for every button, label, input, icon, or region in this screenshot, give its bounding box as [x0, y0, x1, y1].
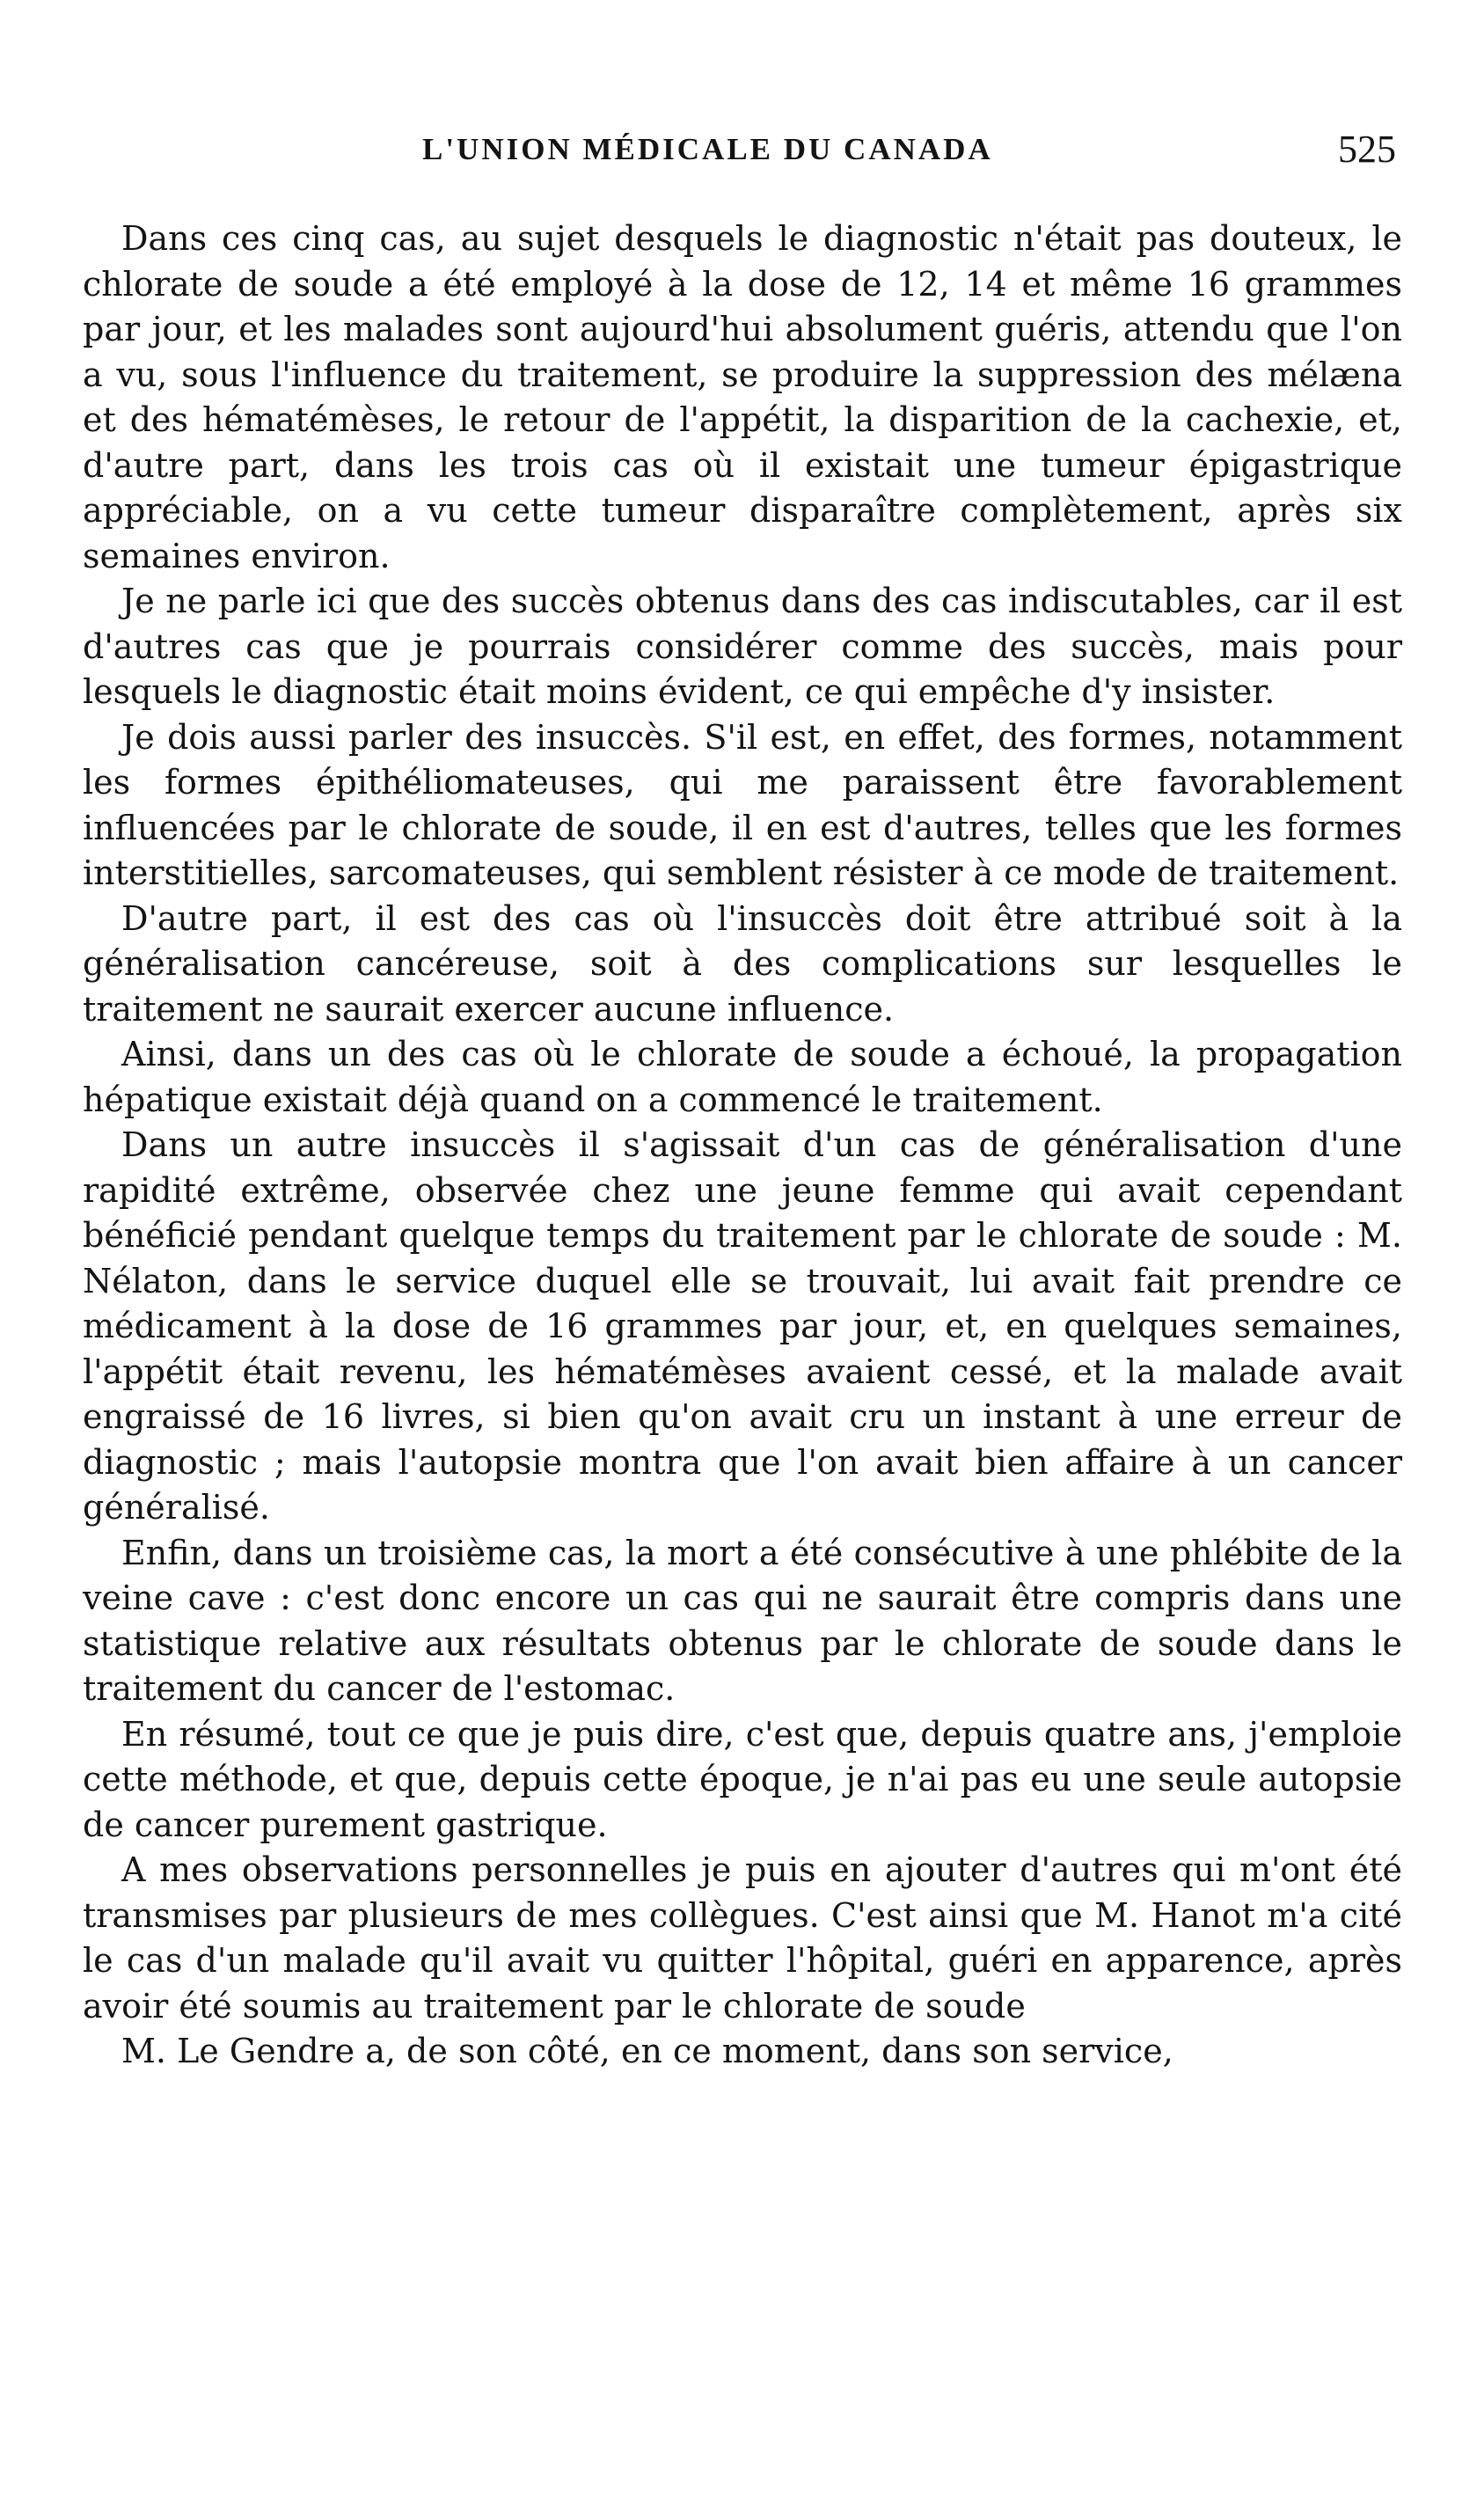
running-head: L'UNION MÉDICALE DU CANADA — [422, 132, 993, 166]
page-number: 525 — [1338, 128, 1396, 171]
paragraph: A mes observations personnelles je puis en ajouter d'autres qui m'ont été transmises par plusieurs de mes collègues. C'est ainsi que M. Hanot m'a cité le cas d'un malade qu'il avait vu quitter l'hôpital, guéri en apparence, après avoir été soumis au traitement par le chlorate de soude — [83, 1850, 1402, 2026]
paragraph: Je dois aussi parler des insuccès. S'il est, en effet, des formes, notamment les formes épithéliomateuses, qui me paraissent être favorablement influencées par le chlorate de soude, il en est d'autres, telles que les formes interstitielles, sarcomateuses, qui semblent résister à ce mode de traitement. — [83, 717, 1402, 892]
body-text — [83, 216, 1402, 2075]
paragraph: Enfin, dans un troisième cas, la mort a été consécutive à une phlébite de la veine cave : c'est donc encore un cas qui ne saurait être compris dans une statistique relative aux résultats obtenus par le chlorate de soude dans le traitement du cancer de l'estomac. — [83, 1533, 1402, 1708]
paragraph: D'autre part, il est des cas où l'insuccès doit être attribué soit à la généralisation cancéreuse, soit à des complications sur lesquelles le traitement ne saurait exercer aucune influence. — [83, 898, 1402, 1029]
paragraph: Dans ces cinq cas, au sujet desquels le diagnostic n'était pas douteux, le chlorate de soude a été employé à la dose de 12, 14 et même 16 grammes par jour, et les malades sont aujourd'hui absolument guéris, attendu que l'on a vu, sous l'influence du traitement, se produire la suppression des mélæna et des hématémèses, le retour de l'appétit, la disparition de la cachexie, et, d'autre part, dans les trois cas où il existait une tumeur épigastrique appréciable, on a vu cette tumeur disparaître complètement, après six semaines environ. — [83, 219, 1402, 575]
paragraph: Je ne parle ici que des succès obtenus dans des cas indiscutables, car il est d'autres cas que je pourrais considérer comme des succès, mais pour lesquels le diagnostic était moins évident, ce qui empêche d'y insister. — [83, 582, 1402, 711]
paragraph: M. Le Gendre a, de son côté, en ce moment, dans son service, — [121, 2032, 1173, 2070]
paragraph: Dans un autre insuccès il s'agissait d'un cas de généralisation d'une rapidité extrême, observée chez une jeune femme qui avait cependant bénéficié pendant quelque temps du traitement par le chlorate de soude : M. Nélaton, dans le service duquel elle se trouvait, lui avait fait prendre ce médicament à la dose de 16 grammes par jour, et, en quelques semaines, l'appétit était revenu, les hématémèses avaient cessé, et la malade avait engraissé de 16 livres, si bien qu'on avait cru un instant à une erreur de diagnostic ; mais l'autopsie montra que l'on avait bien affaire à un cancer généralisé. — [83, 1125, 1402, 1527]
paragraph: Ainsi, dans un des cas où le chlorate de soude a échoué, la propagation hépatique existait déjà quand on a commencé le traitement. — [83, 1035, 1402, 1119]
paragraph: En résumé, tout ce que je puis dire, c'est que, depuis quatre ans, j'emploie cette méthode, et que, depuis cette époque, je n'ai pas eu une seule autopsie de cancer purement gastrique. — [83, 1714, 1402, 1844]
